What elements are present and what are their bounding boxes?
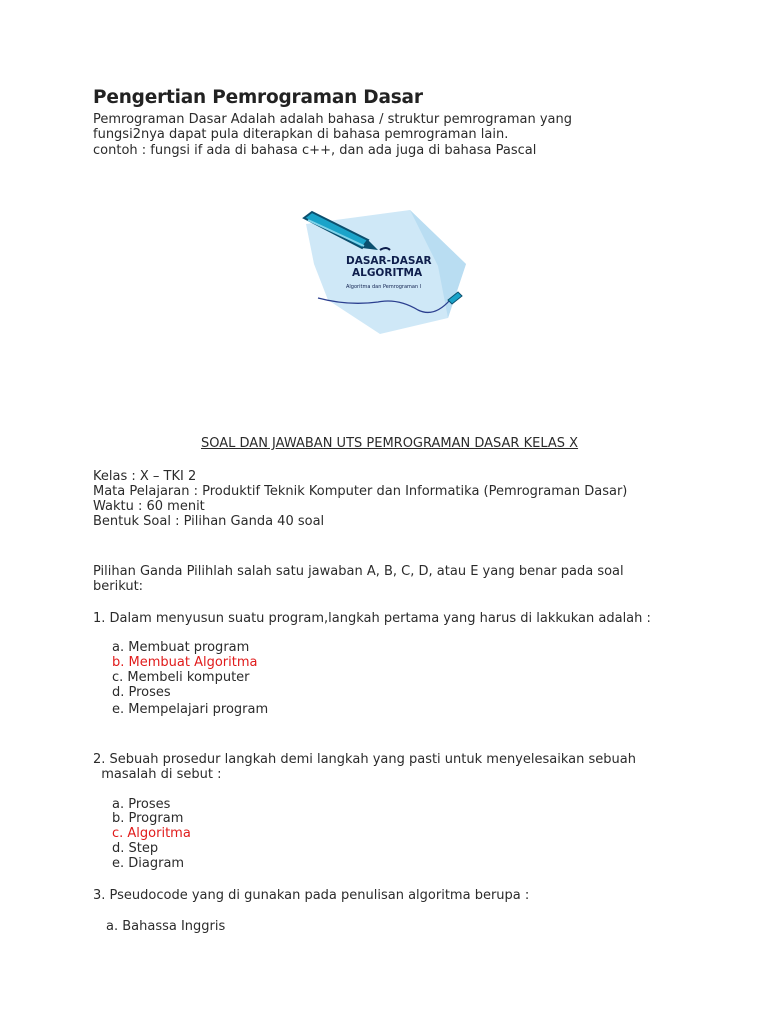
question-2-option-d: d. Step xyxy=(112,841,159,856)
question-1-option-c: c. Membeli komputer xyxy=(112,670,250,685)
page-title: Pengertian Pemrograman Dasar xyxy=(93,87,423,108)
question-1-option-d: d. Proses xyxy=(112,685,171,700)
question-1-option-a: a. Membuat program xyxy=(112,640,250,655)
instruction-line: Pilihan Ganda Pilihlah salah satu jawaban A, B, C, D, atau E yang benar pada soal xyxy=(93,564,624,579)
instruction-line: berikut: xyxy=(93,579,144,594)
intro-line: contoh : fungsi if ada di bahasa c++, dan ada juga di bahasa Pascal xyxy=(93,143,537,158)
intro-line: Pemrograman Dasar Adalah adalah bahasa / struktur pemrograman yang xyxy=(93,112,573,127)
logo-line2: ALGORITMA xyxy=(352,267,423,279)
intro-line: fungsi2nya dapat pula diterapkan di bahasa pemrograman lain. xyxy=(93,127,509,142)
meta-class: Kelas : X – TKI 2 xyxy=(93,469,197,484)
meta-format: Bentuk Soal : Pilihan Ganda 40 soal xyxy=(93,514,325,529)
question-2-option-a: a. Proses xyxy=(112,797,171,812)
question-1-text: 1. Dalam menyusun suatu program,langkah pertama yang harus di lakkukan adalah : xyxy=(93,611,651,626)
question-2-option-e: e. Diagram xyxy=(112,856,185,871)
question-2-option-b: b. Program xyxy=(112,811,184,826)
question-2-text: 2. Sebuah prosedur langkah demi langkah yang pasti untuk menyelesaikan sebuah xyxy=(93,752,636,767)
meta-subject: Mata Pelajaran : Produktif Teknik Komputer dan Informatika (Pemrograman Dasar) xyxy=(93,484,628,499)
exam-heading: SOAL DAN JAWABAN UTS PEMROGRAMAN DASAR KELAS X xyxy=(201,436,579,451)
meta-time: Waktu : 60 menit xyxy=(93,499,205,514)
question-1-option-b-answer: b. Membuat Algoritma xyxy=(112,655,258,670)
logo-line1: DASAR-DASAR xyxy=(346,255,432,267)
logo-subtitle: Algoritma dan Pemrograman I xyxy=(346,284,422,290)
question-2-text: masalah di sebut : xyxy=(93,767,222,782)
algoritma-logo xyxy=(298,206,470,336)
question-2-option-c-answer: c. Algoritma xyxy=(112,826,191,841)
question-3-text: 3. Pseudocode yang di gunakan pada penulisan algoritma berupa : xyxy=(93,888,530,903)
question-3-option-a: a. Bahassa Inggris xyxy=(106,919,226,934)
question-1-option-e: e. Mempelajari program xyxy=(112,702,269,717)
